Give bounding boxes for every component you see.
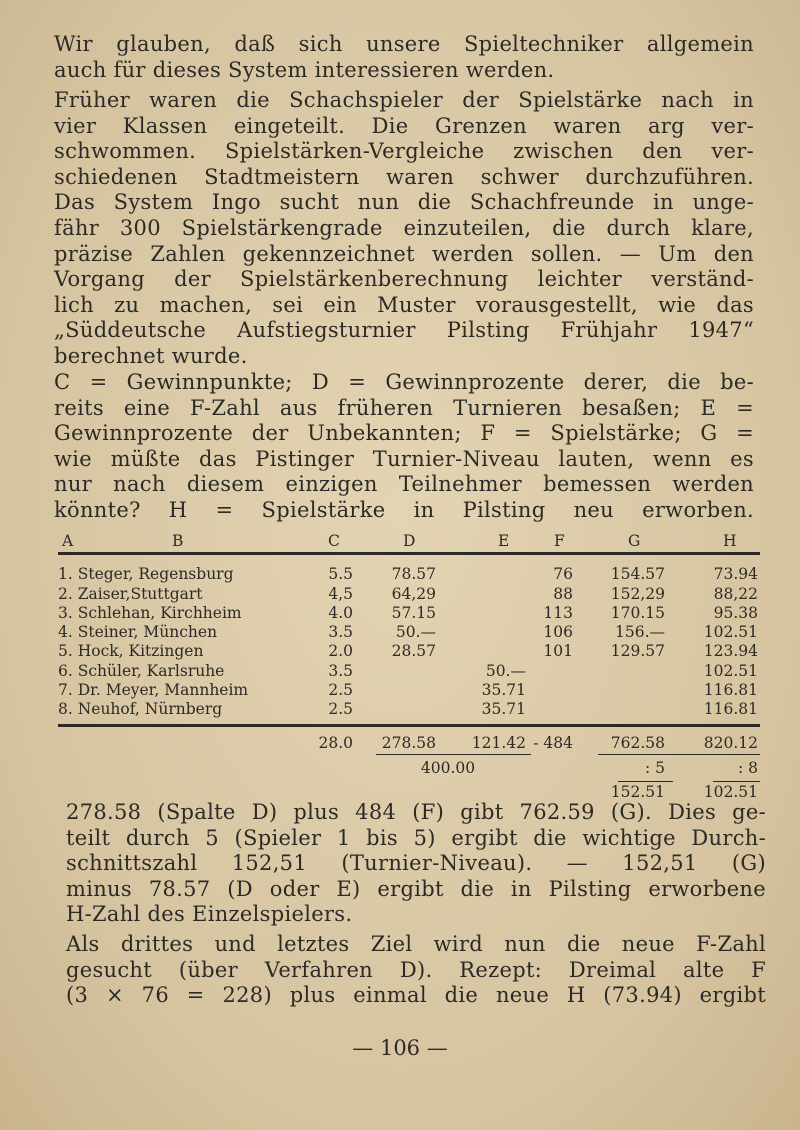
total-f: - 484 (533, 733, 573, 752)
text-line: Als drittes und letztes Ziel wird nun die neue F-Zahl (66, 932, 766, 956)
player-name: 6. Schüler, Karlsruhe (58, 661, 225, 680)
cell-f: 101 (543, 642, 573, 661)
thin-rule (376, 754, 531, 756)
thin-rule (598, 754, 760, 756)
text-line: schiedenen Stadtmeistern waren schwer durchzuführen. (54, 164, 754, 189)
page-number: — 106 — (352, 1036, 448, 1060)
cell-c: 3.5 (328, 661, 353, 680)
table-row (58, 585, 760, 604)
cell-d: 78.57 (391, 565, 436, 584)
text-line: nur nach diesem einzigen Teilnehmer bemessen werden (54, 472, 754, 497)
table-row (58, 642, 760, 661)
text-line: auch für dieses System interessieren werden. (54, 57, 555, 82)
player-name: 7. Dr. Meyer, Mannheim (58, 681, 249, 700)
cell-d: 50.— (395, 623, 436, 642)
cell-e: 50.— (485, 661, 526, 680)
text-line: wie müßte das Pistinger Turnier-Niveau lauten, wenn es (54, 446, 754, 471)
player-name: 3. Schlehan, Kirchheim (58, 603, 242, 622)
cell-f: 113 (543, 603, 573, 622)
paragraph-final-goal (66, 932, 766, 1009)
paragraph-calculation (66, 800, 766, 928)
text-line: H-Zahl des Einzelspielers. (66, 902, 353, 927)
text-line: fähr 300 Spielstärkengrade einzuteilen, die durch klare, (54, 215, 754, 240)
cell-e: 35.71 (481, 681, 526, 700)
result-g: 152.51 (610, 782, 665, 801)
cell-g: 129.57 (610, 642, 665, 661)
cell-d: 64,29 (391, 584, 436, 603)
cell-f: 88 (553, 584, 573, 603)
text-line: präzise Zahlen gekennzeichnet werden sollen. — Um den (54, 241, 754, 266)
header-f: F (554, 532, 565, 550)
text-line: könnte? H = Spielstärke in Pilsting neu erworben. (54, 497, 754, 522)
text-line: Vorgang der Spielstärkenberechnung leichter verständ- (54, 267, 754, 292)
cell-c: 5.5 (328, 565, 353, 584)
divisor-g: : 5 (644, 758, 665, 777)
cell-h: 116.81 (703, 700, 758, 719)
text-line: 278.58 (Spalte D) plus 484 (F) gibt 762.59 (G). Dies ge- (66, 800, 766, 824)
text-line: gesucht (über Verfahren D). Rezept: Dreimal alte F (66, 957, 766, 982)
header-a: A (62, 532, 74, 550)
body-rule (58, 720, 760, 734)
cell-d: 28.57 (391, 642, 436, 661)
text-line: Wir glauben, daß sich unsere Spieltechniker allgemein (54, 32, 754, 56)
text-line: C = Gewinnpunkte; D = Gewinnprozente derer, die be- (54, 370, 754, 394)
text-line: Das System Ingo sucht nun die Schachfreunde in unge- (54, 190, 754, 215)
table-row (58, 604, 760, 623)
paragraph-legend (54, 370, 754, 524)
cell-c: 2.5 (328, 681, 353, 700)
cell-h: 102.51 (703, 661, 758, 680)
text-line: minus 78.57 (D oder E) ergibt die in Pilsting erworbene (66, 876, 766, 901)
cell-c: 3.5 (328, 623, 353, 642)
text-line: reits eine F-Zahl aus früheren Turnieren besaßen; E = (54, 395, 754, 420)
total-h: 820.12 (703, 733, 758, 752)
header-b: B (172, 532, 184, 550)
cell-h: 88,22 (713, 584, 758, 603)
total-e: 121.42 (471, 733, 526, 752)
cell-h: 102.51 (703, 623, 758, 642)
cell-g: 152,29 (610, 584, 665, 603)
cell-f: 106 (543, 623, 573, 642)
cell-d: 57.15 (391, 603, 436, 622)
table-row (58, 662, 760, 681)
tournament-table (58, 532, 760, 802)
total-d: 278.58 (381, 733, 436, 752)
table-row (58, 623, 760, 642)
de-total: 400.00 (420, 758, 476, 777)
cell-f: 76 (553, 565, 573, 584)
cell-g: 170.15 (610, 603, 665, 622)
result-h: 102.51 (703, 782, 758, 801)
cell-c: 4,5 (328, 584, 353, 603)
cell-c: 2.5 (328, 700, 353, 719)
cell-h: 95.38 (713, 603, 758, 622)
text-line: schnittszahl 152,51 (Turnier-Niveau). — 152,51 (G) (66, 851, 766, 876)
text-line: Früher waren die Schachspieler der Spielstärke nach in (54, 88, 754, 112)
totals-row (58, 734, 760, 753)
player-name: 8. Neuhof, Nürnberg (58, 700, 223, 719)
text-line: „Süddeutsche Aufstiegsturnier Pilsting Frühjahr 1947“ (54, 318, 754, 343)
divisor-h: : 8 (737, 758, 758, 777)
header-d: D (403, 532, 416, 550)
header-rule (58, 551, 760, 565)
player-name: 1. Steger, Regensburg (58, 565, 234, 584)
text-line: Gewinnprozente der Unbekannten; F = Spielstärke; G = (54, 421, 754, 446)
heavy-rule (58, 552, 760, 555)
text-line: lich zu machen, sei ein Muster vorausgestellt, wie das (54, 292, 754, 317)
text-line: teilt durch 5 (Spieler 1 bis 5) ergibt die wichtige Durch- (66, 825, 766, 850)
player-name: 2. Zaiser,Stuttgart (58, 584, 203, 603)
cell-g: 154.57 (610, 565, 665, 584)
header-c: C (328, 532, 340, 550)
cell-h: 123.94 (703, 642, 758, 661)
table-header (58, 532, 760, 551)
total-g: 762.58 (610, 733, 665, 752)
cell-c: 2.0 (328, 642, 353, 661)
cell-g: 156.— (614, 623, 665, 642)
text-line: (3 × 76 = 228) plus einmal die neue H (73.94) ergibt (66, 983, 766, 1008)
table-row (58, 681, 760, 700)
text-line: berechnet wurde. (54, 343, 248, 368)
total-c: 28.0 (318, 733, 353, 752)
text-line: vier Klassen eingeteilt. Die Grenzen waren arg ver- (54, 113, 754, 138)
player-name: 5. Hock, Kitzingen (58, 642, 204, 661)
cell-h: 73.94 (713, 565, 758, 584)
header-h: H (723, 532, 737, 550)
paragraph-intro (54, 32, 754, 83)
cell-e: 35.71 (481, 700, 526, 719)
player-name: 4. Steiner, München (58, 623, 218, 642)
table-row (58, 565, 760, 584)
paragraph-history (54, 88, 754, 370)
subtotal-row (58, 759, 760, 781)
heavy-rule (58, 724, 760, 727)
header-e: E (498, 532, 510, 550)
header-g: G (628, 532, 641, 550)
text-line: schwommen. Spielstärken-Vergleiche zwischen den ver- (54, 139, 754, 164)
cell-h: 116.81 (703, 681, 758, 700)
table-row (58, 700, 760, 719)
cell-c: 4.0 (328, 603, 353, 622)
